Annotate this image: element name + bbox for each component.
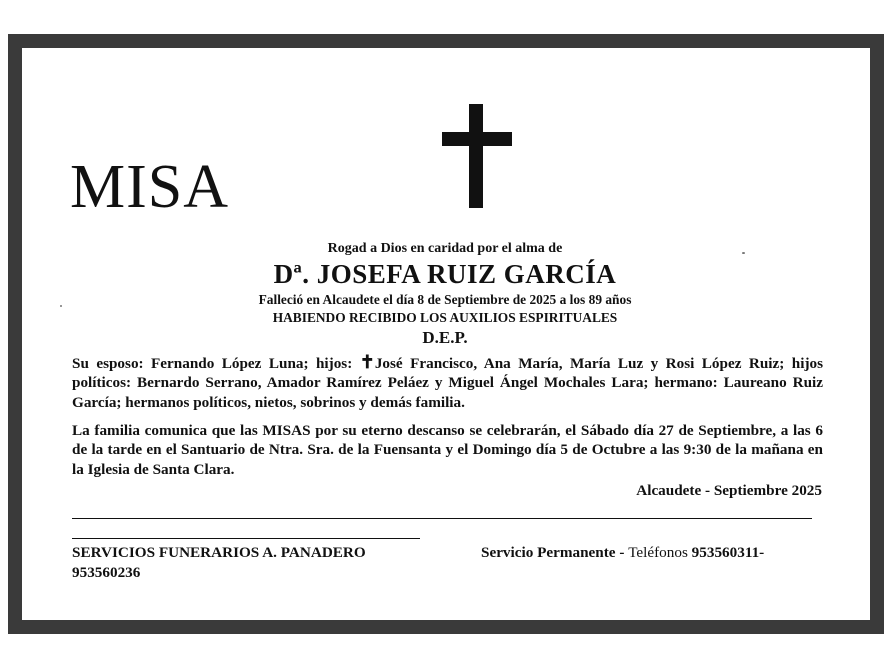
company-phone: 953560236 — [72, 564, 141, 581]
death-line: Falleció en Alcaudete el día 8 de Septiembre de 2025 a los 89 años — [258, 292, 632, 307]
place-date: Alcaudete - Septiembre 2025 — [636, 482, 822, 499]
service-phone: 953560311- — [687, 544, 765, 561]
service-label: Servicio Permanente - — [481, 544, 629, 561]
intro-line: Rogad a Dios en caridad por el alma de — [327, 241, 563, 256]
company-name: SERVICIOS FUNERARIOS A. PANADERO — [72, 544, 366, 561]
mass-notice-paragraph: La familia comunica que las MISAS por su eterno descanso se celebrarán, el Sábado día 27 de Septiembre, a las 6 de la tarde en el Santuario de Ntra. Sra. de la Fuensanta y el Domingo día 5 de Octubre a las 9:30 de la mañana en la Iglesia de Santa Clara. — [72, 422, 823, 478]
family-paragraph — [72, 354, 823, 412]
phones-label: Teléfonos — [628, 544, 688, 561]
small-cross-icon: ✝ — [359, 352, 375, 372]
cross-icon — [442, 104, 512, 208]
heading-misa: MISA — [70, 153, 230, 221]
divider-short — [72, 538, 420, 539]
family-text-rest: José Francisco, Ana María, María Luz y Rosi López Ruiz; hijos políticos: Bernardo Serrano, Amador Ramírez Peláez y Miguel Ángel Mochales Lara; hermano: Laureano Ruiz García; hermanos políticos, nietos, sobrinos y demás familia. — [72, 355, 824, 411]
family-text-start: Su esposo: Fernando López Luna; hijos: — [72, 355, 360, 372]
deceased-name: Dª. JOSEFA RUIZ GARCÍA — [273, 259, 617, 289]
speck-mark — [742, 252, 745, 254]
dep-line: D.E.P. — [422, 328, 468, 347]
service-info — [481, 543, 764, 563]
speck-mark — [60, 305, 62, 307]
funeral-company — [72, 543, 366, 583]
sacraments-line: HABIENDO RECIBIDO LOS AUXILIOS ESPIRITUALES — [272, 310, 618, 325]
divider-long — [72, 518, 812, 519]
